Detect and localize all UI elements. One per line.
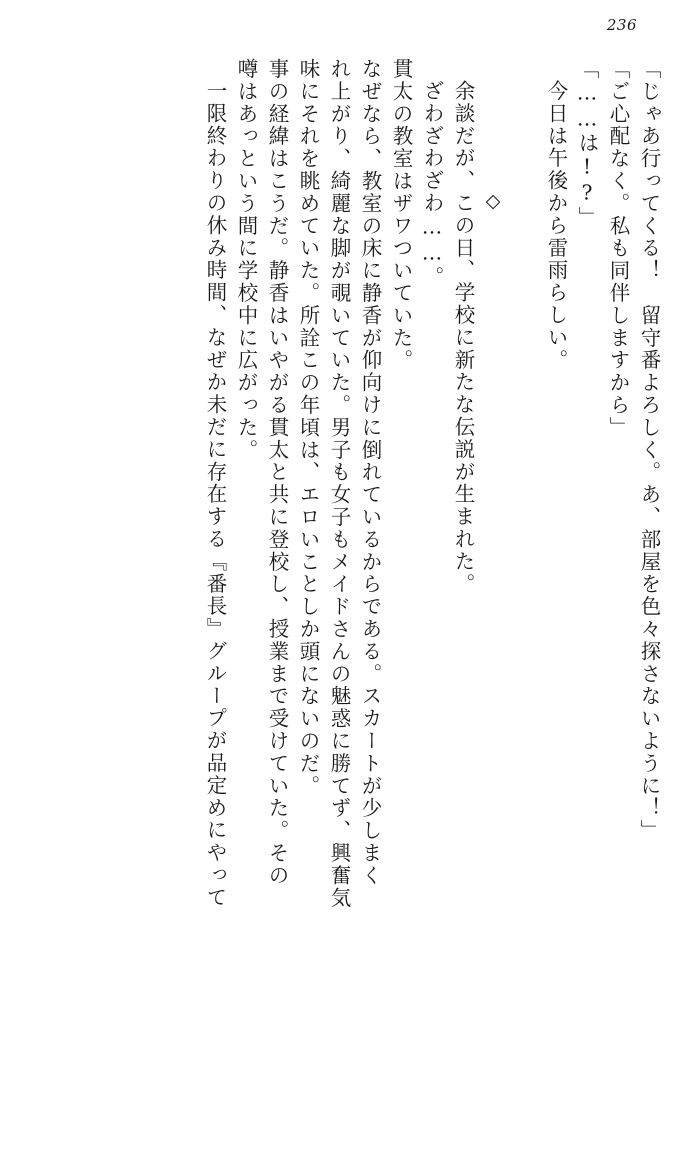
text-line: 今日は午後から雷雨らしい。 <box>544 80 568 372</box>
text-line: 貫太の教室はザワついていた。 <box>389 58 413 372</box>
text-line: ざわざわざわ……。 <box>420 80 444 289</box>
text-line: 味にそれを眺めていた。所詮この年頃は、エロいことしか頭にないのだ。 <box>296 58 320 798</box>
text-line: 「じゃあ行ってくる！ 留守番よろしく。あ、部屋を色々探さないように！」 <box>637 58 661 842</box>
text-line: 余談だが、この日、学校に新たな伝説が生まれた。 <box>451 80 475 596</box>
text-line: 事の経緯はこうだ。静香はいやがる貫太と共に登校し、授業まで受けていた。その <box>265 58 289 887</box>
text-line: 「ご心配なく。私も同伴しますから」 <box>606 58 630 439</box>
text-line: 噂はあっという間に学校中に広がった。 <box>234 58 258 462</box>
scene-break-diamond: ◇ <box>482 190 504 212</box>
line-gap <box>504 58 535 1018</box>
text-line: 「……は!?」 <box>575 58 599 229</box>
page-number: 236 <box>606 16 637 34</box>
text-line: 一限終わりの休み時間、なぜか未だに存在する『番長』グループが品定めにやって <box>203 80 227 909</box>
text-line: れ上がり、綺麗な脚が覗いていた。男子も女子もメイドさんの魅惑に勝てず、興奮気 <box>327 58 351 910</box>
text-line: なぜなら、教室の床に静香が仰向けに倒れているからである。スカートが少しまく <box>358 58 382 887</box>
vertical-text-body <box>36 58 659 1018</box>
